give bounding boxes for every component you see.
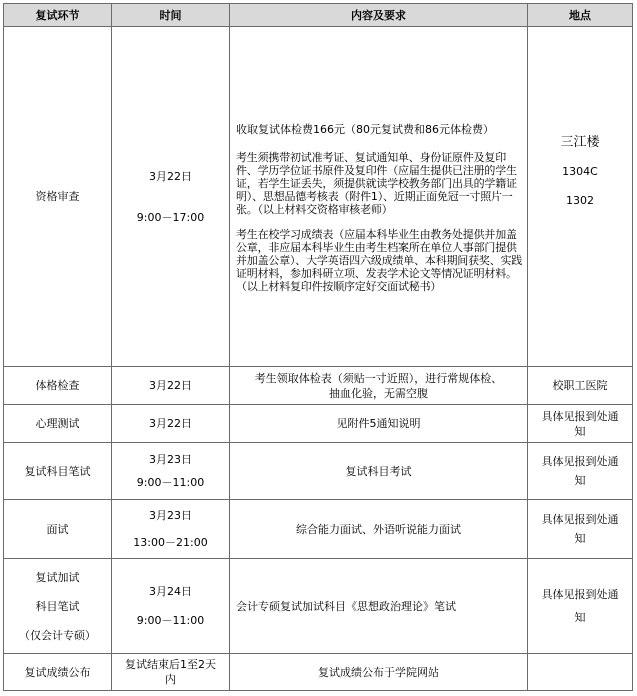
header-stage: 复试环节 — [4, 4, 112, 27]
date-text: 3月22日 — [149, 379, 192, 392]
time-line: 内 — [165, 673, 176, 686]
date-text: 3月22日 — [149, 417, 192, 430]
place-room-1: 1304C — [562, 165, 598, 178]
table-row — [4, 559, 633, 654]
place-line: 具体见报到处通 — [541, 455, 619, 468]
content-text: 复试科目考试 — [345, 464, 412, 478]
place-cell — [528, 27, 633, 367]
stage-cell — [4, 443, 112, 500]
time-cell — [112, 500, 230, 559]
stage-cell — [4, 27, 112, 367]
stage-text: 体格检查 — [35, 379, 80, 392]
stage-text: 资格审查 — [35, 190, 80, 203]
table-row — [4, 405, 633, 443]
stage-cell — [4, 559, 112, 654]
schedule-table — [3, 3, 633, 691]
content-fee: 收取复试体检费166元（80元复试费和86元体检费） — [236, 123, 494, 136]
place-line: 具体见报到处通 — [541, 588, 619, 601]
content-cell — [230, 559, 528, 654]
stage-line: （仅会计专硕） — [19, 628, 96, 642]
content-transcripts: 考生在校学习成绩表（应届本科毕业生由教务处提供并加盖公章，非应届本科毕业生由考生档案所在单位人事部门提供并加盖公章）、大学英语四六级成绩单、本科期间获奖、实践证明材料，参加科研立项、发表学术论文等情况证明材料。（以上材料复印件按顺序定好交面试秘书） — [236, 228, 523, 293]
content-text: 见附件5通知说明 — [336, 417, 421, 430]
place-room-2: 1302 — [566, 194, 594, 207]
stage-line: 复试加试 — [35, 570, 80, 584]
place-line: 具体见报到处通 — [541, 513, 619, 526]
content-text: 复试成绩公布于学院网站 — [318, 665, 439, 679]
stage-cell — [4, 654, 112, 691]
time-cell — [112, 367, 230, 405]
time-cell — [112, 654, 230, 691]
content-cell — [230, 405, 528, 443]
place-line: 知 — [574, 532, 586, 545]
stage-cell — [4, 500, 112, 559]
hours-text: 13:00－21:00 — [133, 536, 208, 549]
time-line: 复试结束后1至2天 — [125, 658, 216, 671]
content-line: 抽血化验，无需空腹 — [329, 386, 428, 400]
time-cell — [112, 27, 230, 367]
content-text: 综合能力面试、外语听说能力面试 — [296, 522, 461, 536]
stage-text: 复试科目笔试 — [24, 464, 91, 478]
stage-text: 复试成绩公布 — [24, 665, 91, 679]
hours-text: 9:00－11:00 — [136, 476, 205, 489]
stage-text: 心理测试 — [35, 417, 80, 430]
content-cell — [230, 367, 528, 405]
content-line: 考生领取体检表（须贴一寸近照），进行常规体检、 — [254, 371, 503, 385]
table-row — [4, 27, 633, 367]
place-text: 校职工医院 — [552, 379, 608, 392]
place-line: 具体见报到处通 — [541, 409, 619, 423]
date-text: 3月23日 — [149, 453, 192, 466]
time-cell — [112, 443, 230, 500]
stage-text: 面试 — [46, 522, 69, 536]
content-documents: 考生须携带初试准考证、复试通知单、身份证原件及复印件、学历学位证书原件及复印件（应届生提供已注册的学生证，若学生证丢失，须提供就读学校教务部门出具的学籍证明）、思想品德考核表（附件1）、近期正面免冠一寸照片一张。（以上材料交资格审核老师） — [236, 151, 517, 216]
place-building: 三江楼 — [560, 135, 600, 150]
time-cell — [112, 559, 230, 654]
place-cell — [528, 367, 633, 405]
content-cell — [230, 654, 528, 691]
stage-cell — [4, 405, 112, 443]
header-time: 时间 — [112, 4, 230, 27]
stage-cell — [4, 367, 112, 405]
place-cell — [528, 559, 633, 654]
header-content: 内容及要求 — [230, 4, 528, 27]
stage-line: 科目笔试 — [35, 599, 80, 613]
content-cell — [230, 500, 528, 559]
place-cell — [528, 654, 633, 691]
place-cell — [528, 443, 633, 500]
date-text: 3月22日 — [149, 169, 192, 183]
header-place: 地点 — [528, 4, 633, 27]
content-cell — [230, 443, 528, 500]
place-line: 知 — [574, 424, 586, 438]
place-cell — [528, 405, 633, 443]
table-row — [4, 367, 633, 405]
table-row — [4, 500, 633, 559]
content-cell — [230, 27, 528, 367]
place-line: 知 — [574, 474, 586, 487]
place-line: 知 — [574, 611, 586, 624]
place-cell — [528, 500, 633, 559]
time-cell — [112, 405, 230, 443]
hours-text: 9:00－11:00 — [136, 614, 205, 627]
date-text: 3月24日 — [149, 585, 192, 598]
content-text: 会计专硕复试加试科目《思想政治理论》笔试 — [236, 599, 456, 613]
hours-text: 9:00－17:00 — [136, 210, 205, 224]
table-row — [4, 443, 633, 500]
header-row — [4, 4, 633, 27]
table-row — [4, 654, 633, 691]
date-text: 3月23日 — [149, 509, 192, 522]
